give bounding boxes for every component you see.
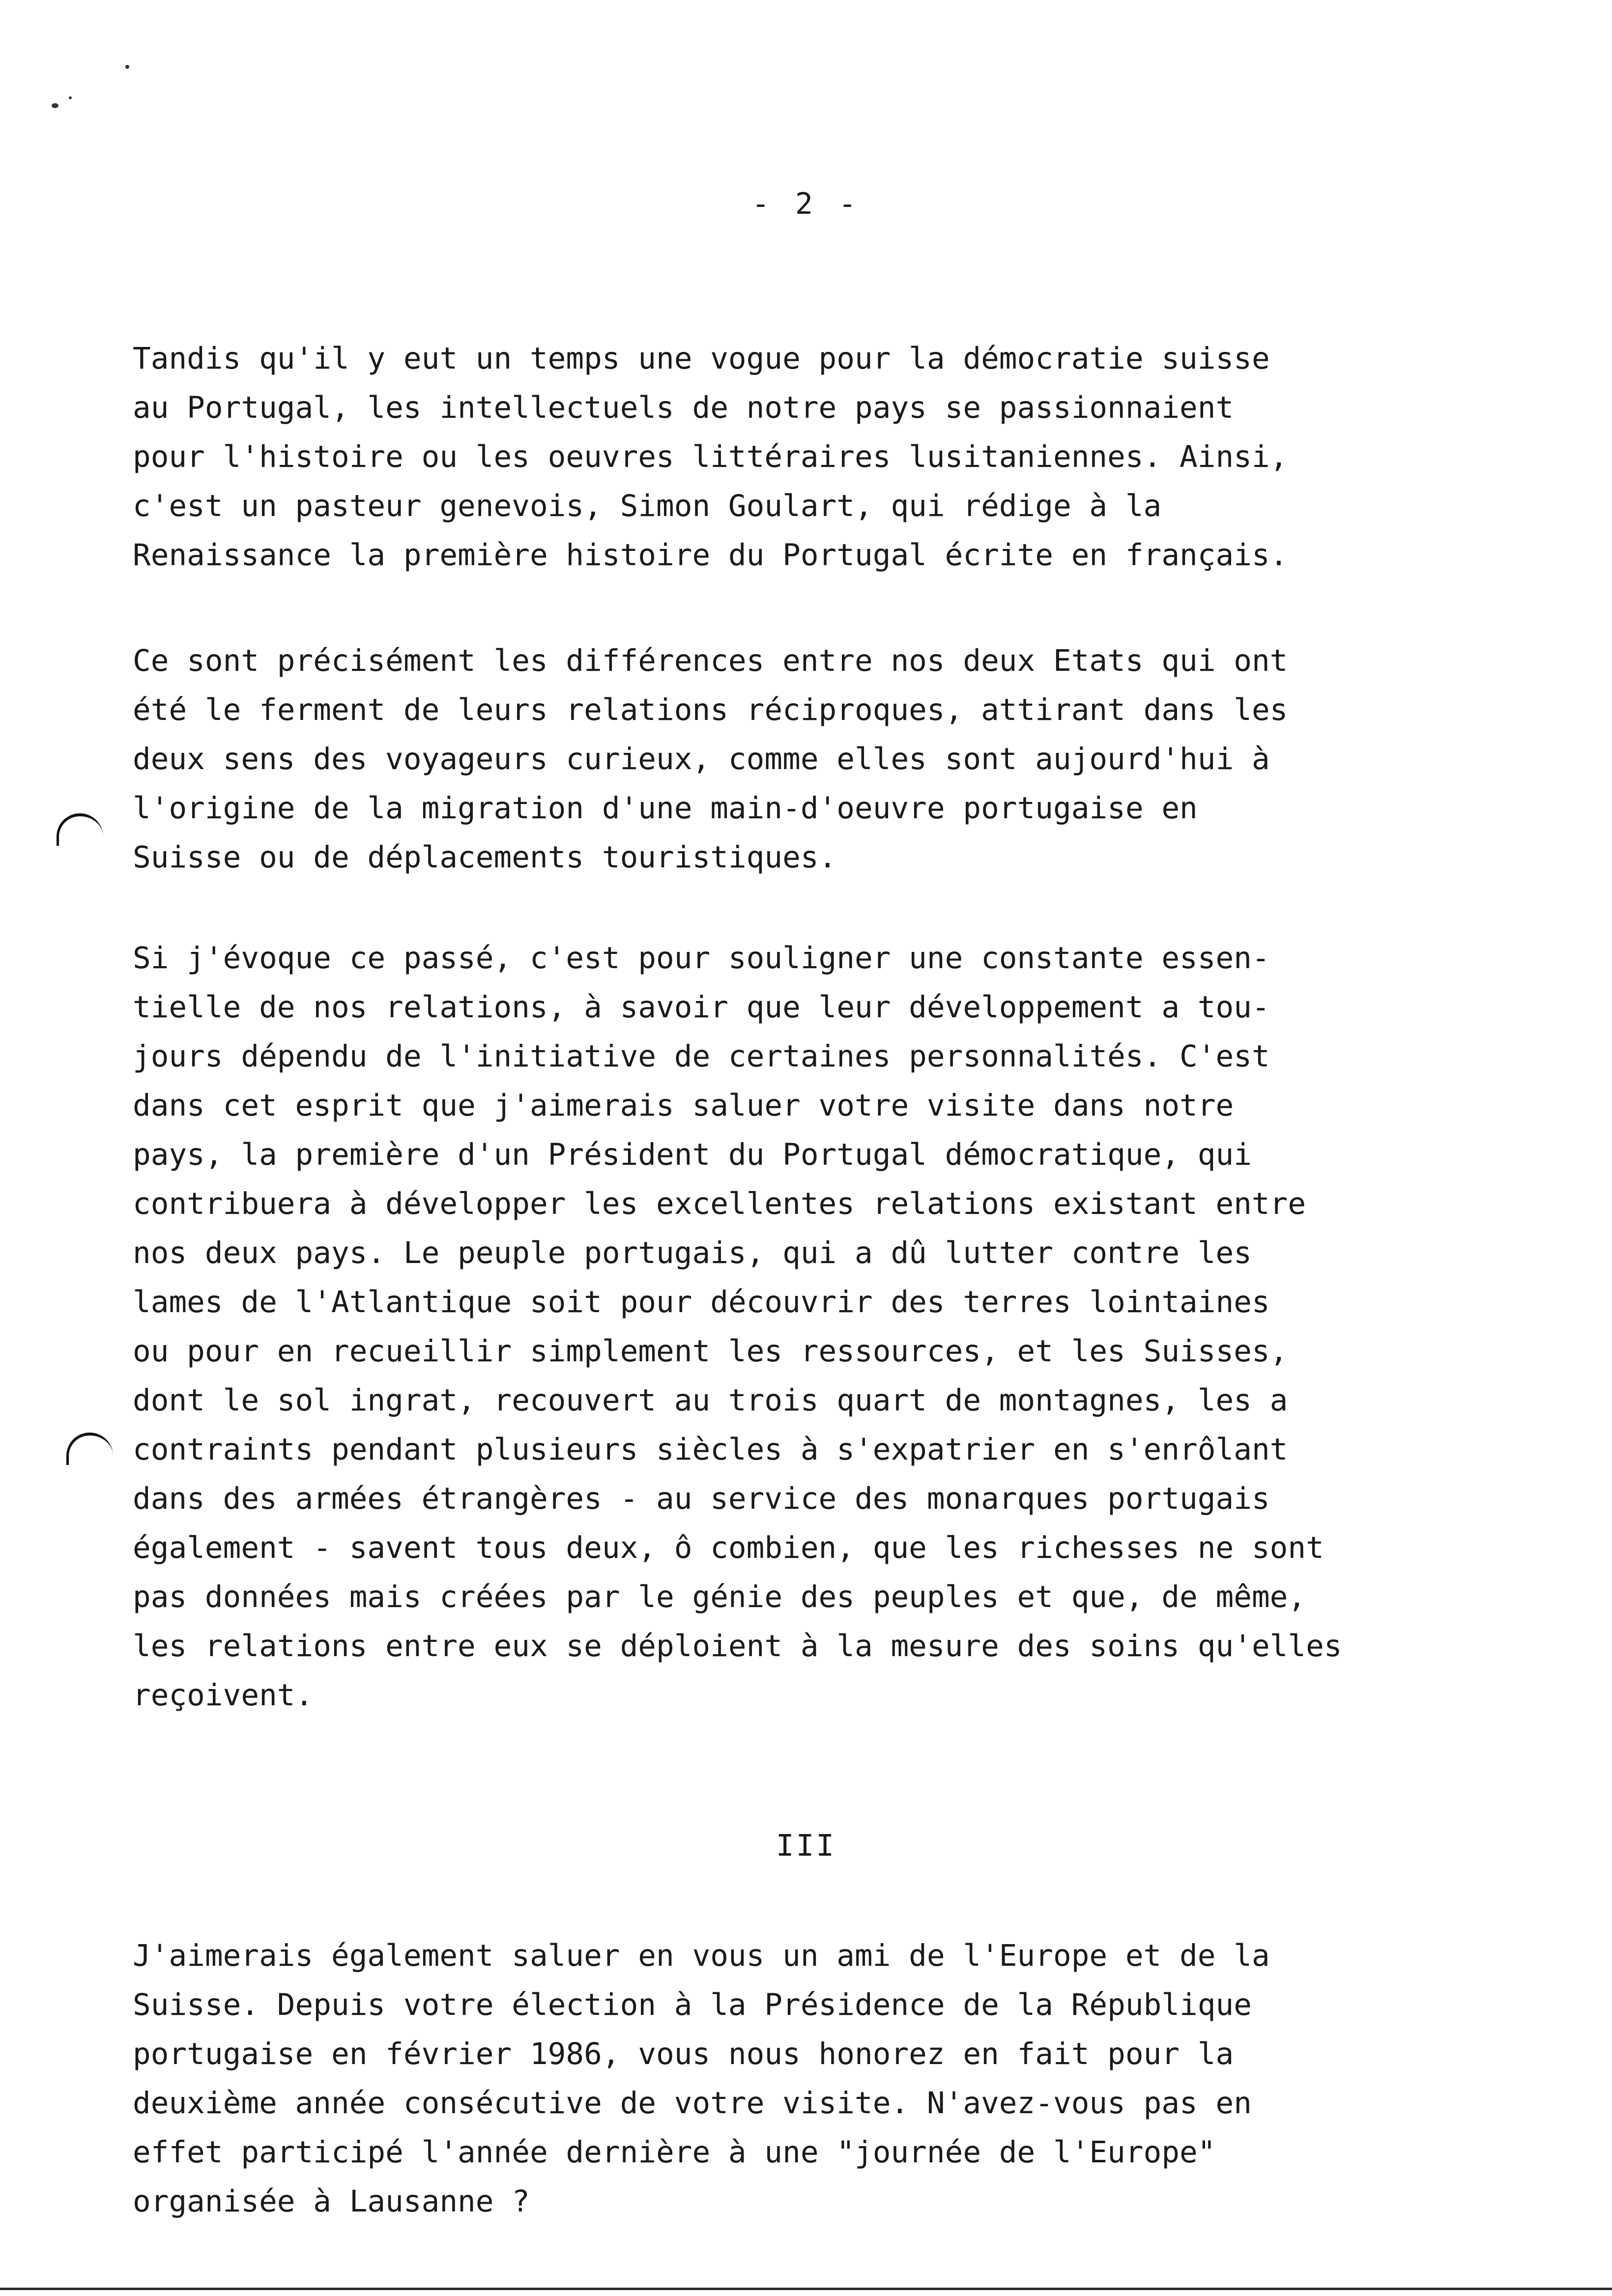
page-number: - 2 - — [751, 187, 861, 221]
text-line: tielle de nos relations, à savoir que leur développement a tou- — [133, 990, 1270, 1025]
scan-speck — [52, 103, 58, 108]
text-line: Renaissance la première histoire du Portugal écrite en français. — [133, 538, 1288, 573]
text-line: dans des armées étrangères - au service des monarques portugais — [133, 1481, 1270, 1516]
scan-speck — [69, 96, 72, 99]
text-line: également - savent tous deux, ô combien, que les richesses ne sont — [133, 1530, 1324, 1565]
text-line: deuxième année consécutive de votre visite. N'avez-vous pas en — [133, 2086, 1252, 2121]
text-line: dans cet esprit que j'aimerais saluer votre visite dans notre — [133, 1088, 1234, 1123]
text-line: ou pour en recueillir simplement les ressources, et les Suisses, — [133, 1334, 1288, 1369]
text-line: organisée à Lausanne ? — [133, 2184, 530, 2219]
scan-speck — [125, 65, 129, 69]
text-line: au Portugal, les intellectuels de notre pays se passionnaient — [133, 390, 1234, 425]
margin-bracket-mark — [57, 813, 103, 846]
text-line: contribuera à développer les excellentes relations existant entre — [133, 1186, 1306, 1221]
paragraph-3 — [133, 934, 1489, 1720]
text-line: Ce sont précisément les différences entre nos deux Etats qui ont — [133, 643, 1288, 678]
text-line: Suisse ou de déplacements touristiques. — [133, 840, 837, 875]
text-line: nos deux pays. Le peuple portugais, qui a dû lutter contre les — [133, 1235, 1252, 1270]
paragraph-4 — [133, 1931, 1489, 2226]
text-line: pour l'histoire ou les oeuvres littéraires lusitaniennes. Ainsi, — [133, 439, 1288, 474]
text-line: dont le sol ingrat, recouvert au trois quart de montagnes, les a — [133, 1383, 1288, 1418]
paragraph-1 — [133, 334, 1489, 580]
text-line: été le ferment de leurs relations réciproques, attirant dans les — [133, 692, 1288, 727]
text-line: contraints pendant plusieurs siècles à s'expatrier en s'enrôlant — [133, 1432, 1288, 1467]
text-line: jours dépendu de l'initiative de certaines personnalités. C'est — [133, 1039, 1270, 1074]
bottom-rule — [0, 2288, 1612, 2290]
text-line: effet participé l'année dernière à une "journée de l'Europe" — [133, 2135, 1216, 2170]
paragraph-2 — [133, 636, 1489, 882]
text-line: portugaise en février 1986, vous nous honorez en fait pour la — [133, 2037, 1234, 2071]
section-heading: III — [776, 1828, 836, 1863]
text-line: pays, la première d'un Président du Portugal démocratique, qui — [133, 1137, 1252, 1172]
text-line: deux sens des voyageurs curieux, comme elles sont aujourd'hui à — [133, 742, 1270, 776]
text-line: Suisse. Depuis votre élection à la Présidence de la République — [133, 1987, 1252, 2022]
text-line: Tandis qu'il y eut un temps une vogue pour la démocratie suisse — [133, 341, 1270, 376]
text-line: reçoivent. — [133, 1678, 314, 1713]
margin-bracket-mark — [66, 1433, 113, 1465]
text-line: lames de l'Atlantique soit pour découvrir des terres lointaines — [133, 1285, 1270, 1320]
text-line: J'aimerais également saluer en vous un ami de l'Europe et de la — [133, 1938, 1270, 1973]
text-line: pas données mais créées par le génie des peuples et que, de même, — [133, 1579, 1306, 1614]
text-line: c'est un pasteur genevois, Simon Goulart, qui rédige à la — [133, 488, 1162, 523]
text-line: les relations entre eux se déploient à la mesure des soins qu'elles — [133, 1629, 1342, 1664]
text-line: l'origine de la migration d'une main-d'oeuvre portugaise en — [133, 791, 1198, 826]
text-line: Si j'évoque ce passé, c'est pour souligner une constante essen- — [133, 941, 1270, 976]
